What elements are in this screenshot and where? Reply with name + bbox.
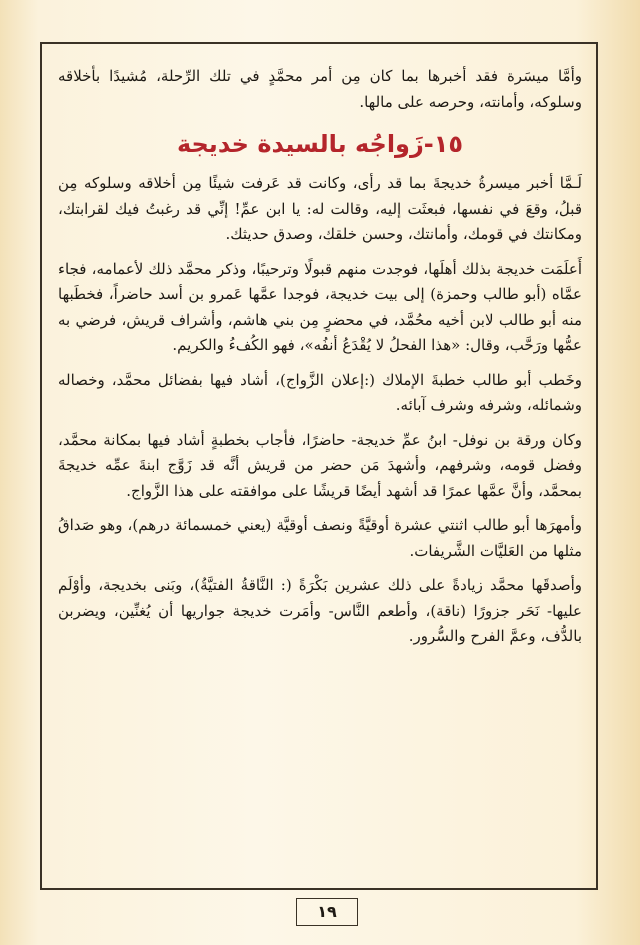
paragraph-engagement: أَعلَمَت خديجة بذلك أهلَها، فوجدت منهم قبولًا وترحيبًا، وذكر محمَّد ذلك لأعمامه، فجاء عمَّاه (أبو طالب وحمزة) إلى بيت خديجة، فوجدا عمَّها عَمرو بن أسد حاضراً، فخطَبها منه أبو طالب لابن أخيه محُمَّد، في محضرٍ مِن بني هاشم، وأشراف قريش، فرضي به عمُّها ورَحَّب، وقال: «هذا الفحلُ لا يُقْدَعُ أنفُه»، فهو الكُفءُ والكريم. (58, 259, 582, 354)
text-body (58, 64, 582, 659)
page-number: ١٩ (296, 898, 358, 926)
section-heading: ١٥-زَواجُه بالسيدة خديجة (176, 130, 464, 158)
paragraph-maysara-report: وأمَّا ميسَرة فقد أخبرها بما كان مِن أمر محمَّدٍ في تلك الرِّحلة، مُشيدًا بأخلاقه وسلوكه، وأمانته، وحرصه على مالها. (58, 67, 582, 111)
paragraph-abu-talib-speech: وخَطب أبو طالب خطبةَ الإملاك (:إعلان الزَّواج)، أشاد فيها بفضائل محمَّد، وخصاله وشمائله، وشرفه وشرف آبائه. (58, 370, 582, 414)
paragraph-wedding-feast: وأصدقَها محمَّد زيادةً على ذلك عشرين بَكْرَةً (: النَّاقةُ الفتيَّةُ)، وبَنى بخديجة، وأوْلَم عليها- نَحَر جزورًا (ناقة)، وأطعم النَّاس- وأمَرت خديجة جواريها أن يُغنِّين، ويضربن بالدُّف، وعمَّ الفرح والسُّرور. (58, 576, 582, 645)
paragraph-dowry: وأمهرَها أبو طالب اثنتي عشرة أوقيَّةً ونصف أوقيَّة (يعني خمسمائة درهم)، وهو صَداقُ مثلها من العَليَّات الشَّريفات. (58, 516, 582, 560)
paragraph-waraqa-speech: وكان ورقة بن نوفل- ابنُ عمِّ خديجة- حاضرًا، فأجاب بخطبةٍ أشاد فيها بمكانة محمَّد، وفضل قومه، وشرفهم، وأشهدَ مَن حضر من قريش أنَّه قد زَوَّج ابنةَ عمِّه خديجةَ بمحمَّد، وأنَّ عمَّها عمرًا قد أشهد أيضًا قريشًا على موافقته على هذا الزَّواج. (58, 430, 582, 500)
paragraph-khadija-proposal: لَـمَّا أخبر ميسرةُ خديجةَ بما قد رأى، وكانت قد عَرفت شيئًا مِن أخلاقه وسلوكه مِن قبلُ، وقعَ في نفسها، فبعثَت إليه، وقالت له: يا ابن عمِّ! إنِّي قد رغبتُ فيك لقرابتك، ومكانتك في قومك، وأمانتك، وحسن خلقك، وصدق حديثك. (58, 174, 582, 243)
